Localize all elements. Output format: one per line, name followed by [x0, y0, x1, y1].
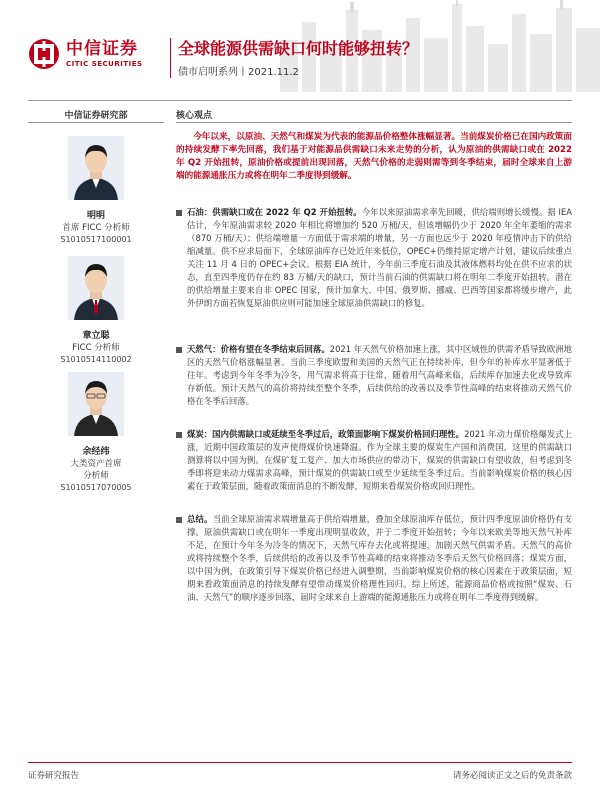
paragraph-lead: 天然气：价格有望在冬季结束后回落。	[187, 344, 330, 354]
bullet-square-icon	[176, 432, 182, 438]
top-divider	[28, 100, 572, 101]
page-header	[0, 0, 600, 96]
analyst-name: 章立聪	[82, 331, 110, 341]
analysis-block-summary	[176, 513, 572, 604]
citic-logo	[28, 38, 143, 70]
analyst-photo-icon	[68, 136, 124, 200]
header-separator	[170, 38, 171, 78]
analyst-name: 明明	[86, 211, 105, 221]
citic-logo-icon	[28, 38, 60, 70]
paragraph-text: 当前全球原油需求端增量高于供给端增量，叠加全球原油库存低位，预计四季度原油价格仍有支撑。原油供需缺口或在明年一季度出现明显收敛，并于二季度开始扭转；今年以来欧美等地天然气补库不足，在预计今年冬为冷冬的情况下，天然气库存去化或将提速，加剧天然气供需矛盾。天然气的高价或将持续整个冬季，后续供给的改善以及季节性高峰的结束将推动冬季后天然气价格回落；煤炭方面，以中国为例，在政策引导下煤炭价格已经进入调整期，当前影响煤炭价格的核心因素在于政策层面，短期来看政策面消息的持续发酵有望带动煤炭价格理性回归。综上所述，能源商品价格或按照“煤炭、石油、天然气”的顺序逐步回落，届时全球来自上游端的能源通胀压力或将在明年二季度得到缓解。	[187, 514, 573, 602]
paragraph	[187, 343, 572, 408]
paragraph-text: 2021 年动力煤价格爆发式上涨，近期中国政策层的发声使得煤价快速降温。作为全球主要的煤炭生产国和消费国，这里的供需缺口测算将以中国为例。在煤矿复工复产、加大市场供应的带动下，煤炭的供需缺口有望收敛，但考虑到冬季即将迎来动力煤需求高峰，预计煤炭的供需缺口或至少延续至冬季过后。当前影响煤炭价格的核心因素在于政策层面，随着政策面消息的不断发酵，短期来看煤炭价格或回归理性。	[187, 429, 572, 491]
analyst-id: S1010517100001	[60, 235, 132, 244]
logo-chinese-text: 中信证券	[66, 39, 138, 59]
analyst-title: FICC 分析师	[72, 343, 120, 353]
analyst-photo-icon	[68, 256, 124, 320]
paragraph-text: 今年以来原油需求率先回暖，供给端则增长缓慢。据 IEA 估计，今年原油需求较 2020 年相比将增加约 520 万桶/天，但该增幅仍少于 2020 年全年萎缩的需求（870 万桶/天）；供给端增量一方面低于需求端的增量，另一方面也远少于 2020 年疫情冲击下的供给缩减量。供不应求局面下，全球原油库存已处近年来低位，OPEC+仍维持原定增产计划，建议后续重点关注 11 月 4 日的 OPEC+会议。根据 EIA 统计，今年前三季度石油及其液体燃料均处在供不应求的状态，直至四季度仍存在约 83 万桶/天的缺口，预计当前石油的供需缺口将在明年二季度开始扭转。潜在的供给增量主要来自非 OPEC 国家，预计加拿大、中国、俄罗斯、挪威、巴西等国家都将缓步增产，此外伊朗方面若恢复原油供应则可能加速全球原油供需缺口的修复。	[187, 207, 573, 308]
paragraph-lead: 石油：供需缺口或在 2022 年 Q2 开始扭转。	[187, 207, 362, 217]
analyst-title: 大类资产首席	[70, 459, 122, 469]
analyst-id: S1010517070005	[60, 483, 132, 492]
paragraph	[187, 206, 572, 310]
analyst-name: 余经纬	[82, 447, 110, 457]
analyst-card	[28, 256, 164, 366]
paragraph	[187, 513, 572, 604]
report-subtitle: 债市启明系列丨2021.11.2	[178, 67, 299, 78]
bullet-square-icon	[176, 517, 182, 523]
key-summary: 今年以来，以原油、天然气和煤炭为代表的能源品价格整体涨幅显著。当前煤炭价格已在国内政策面的持续发酵下率先回落，我们基于对能源品供需缺口未来走势的分析，认为原油的供需缺口或在 2022 年 Q2 开始扭转，原油价格或提前出现回落，天然气价格的走弱则需等到冬季结束，届时全球来自上游端的能源通胀压力或将在明年二季度得到缓解。	[176, 132, 572, 181]
footer-disclaimer: 请务必阅读正文之后的免责条款	[452, 771, 572, 781]
analysis-block-coal	[176, 428, 572, 493]
bullet-square-icon	[176, 210, 182, 216]
department-label: 中信证券研究部	[64, 111, 128, 121]
report-title: 全球能源供需缺口何时能够扭转？	[178, 39, 419, 58]
paragraph-lead: 总结。	[187, 514, 213, 524]
paragraph-lead: 煤炭：国内供需缺口或延续至冬季过后，政策面影响下煤炭价格回归理性。	[187, 429, 465, 439]
paragraph	[187, 428, 572, 493]
bullet-square-icon	[176, 347, 182, 353]
department-divider	[28, 122, 164, 123]
analyst-id: S1010514110002	[60, 355, 132, 364]
analysis-block-gas	[176, 343, 572, 408]
logo-english-text: CITIC SECURITIES	[66, 60, 143, 68]
analysis-block-oil	[176, 206, 572, 310]
section-label: 核心观点	[176, 111, 213, 121]
section-divider	[176, 122, 572, 123]
footer-report-type: 证券研究报告	[28, 771, 80, 781]
analyst-card	[28, 372, 164, 494]
footer-divider	[28, 762, 572, 763]
analyst-photo-icon	[68, 372, 124, 436]
analyst-card	[28, 136, 164, 246]
analyst-title-line2: 分析师	[83, 471, 109, 481]
analyst-title: 首席 FICC 分析师	[62, 223, 130, 233]
paragraph-text: 2021 年天然气价格加速上涨，其中区域性的供需矛盾导致欧洲地区的天然气价格涨幅显著。当前三季度欧盟和美国的天然气正在持续补库，但今年的补库水平显著低于往年。考虑到今年冬季为冷冬，用气需求将高于往常，随着用气高峰来临，后续库存加速去化或导致库存新低。预计天然气的高价将持续至整个冬季，后续供给的改善以及季节性高峰的结束将推动天然气价格在冬季后回落。	[187, 344, 572, 406]
